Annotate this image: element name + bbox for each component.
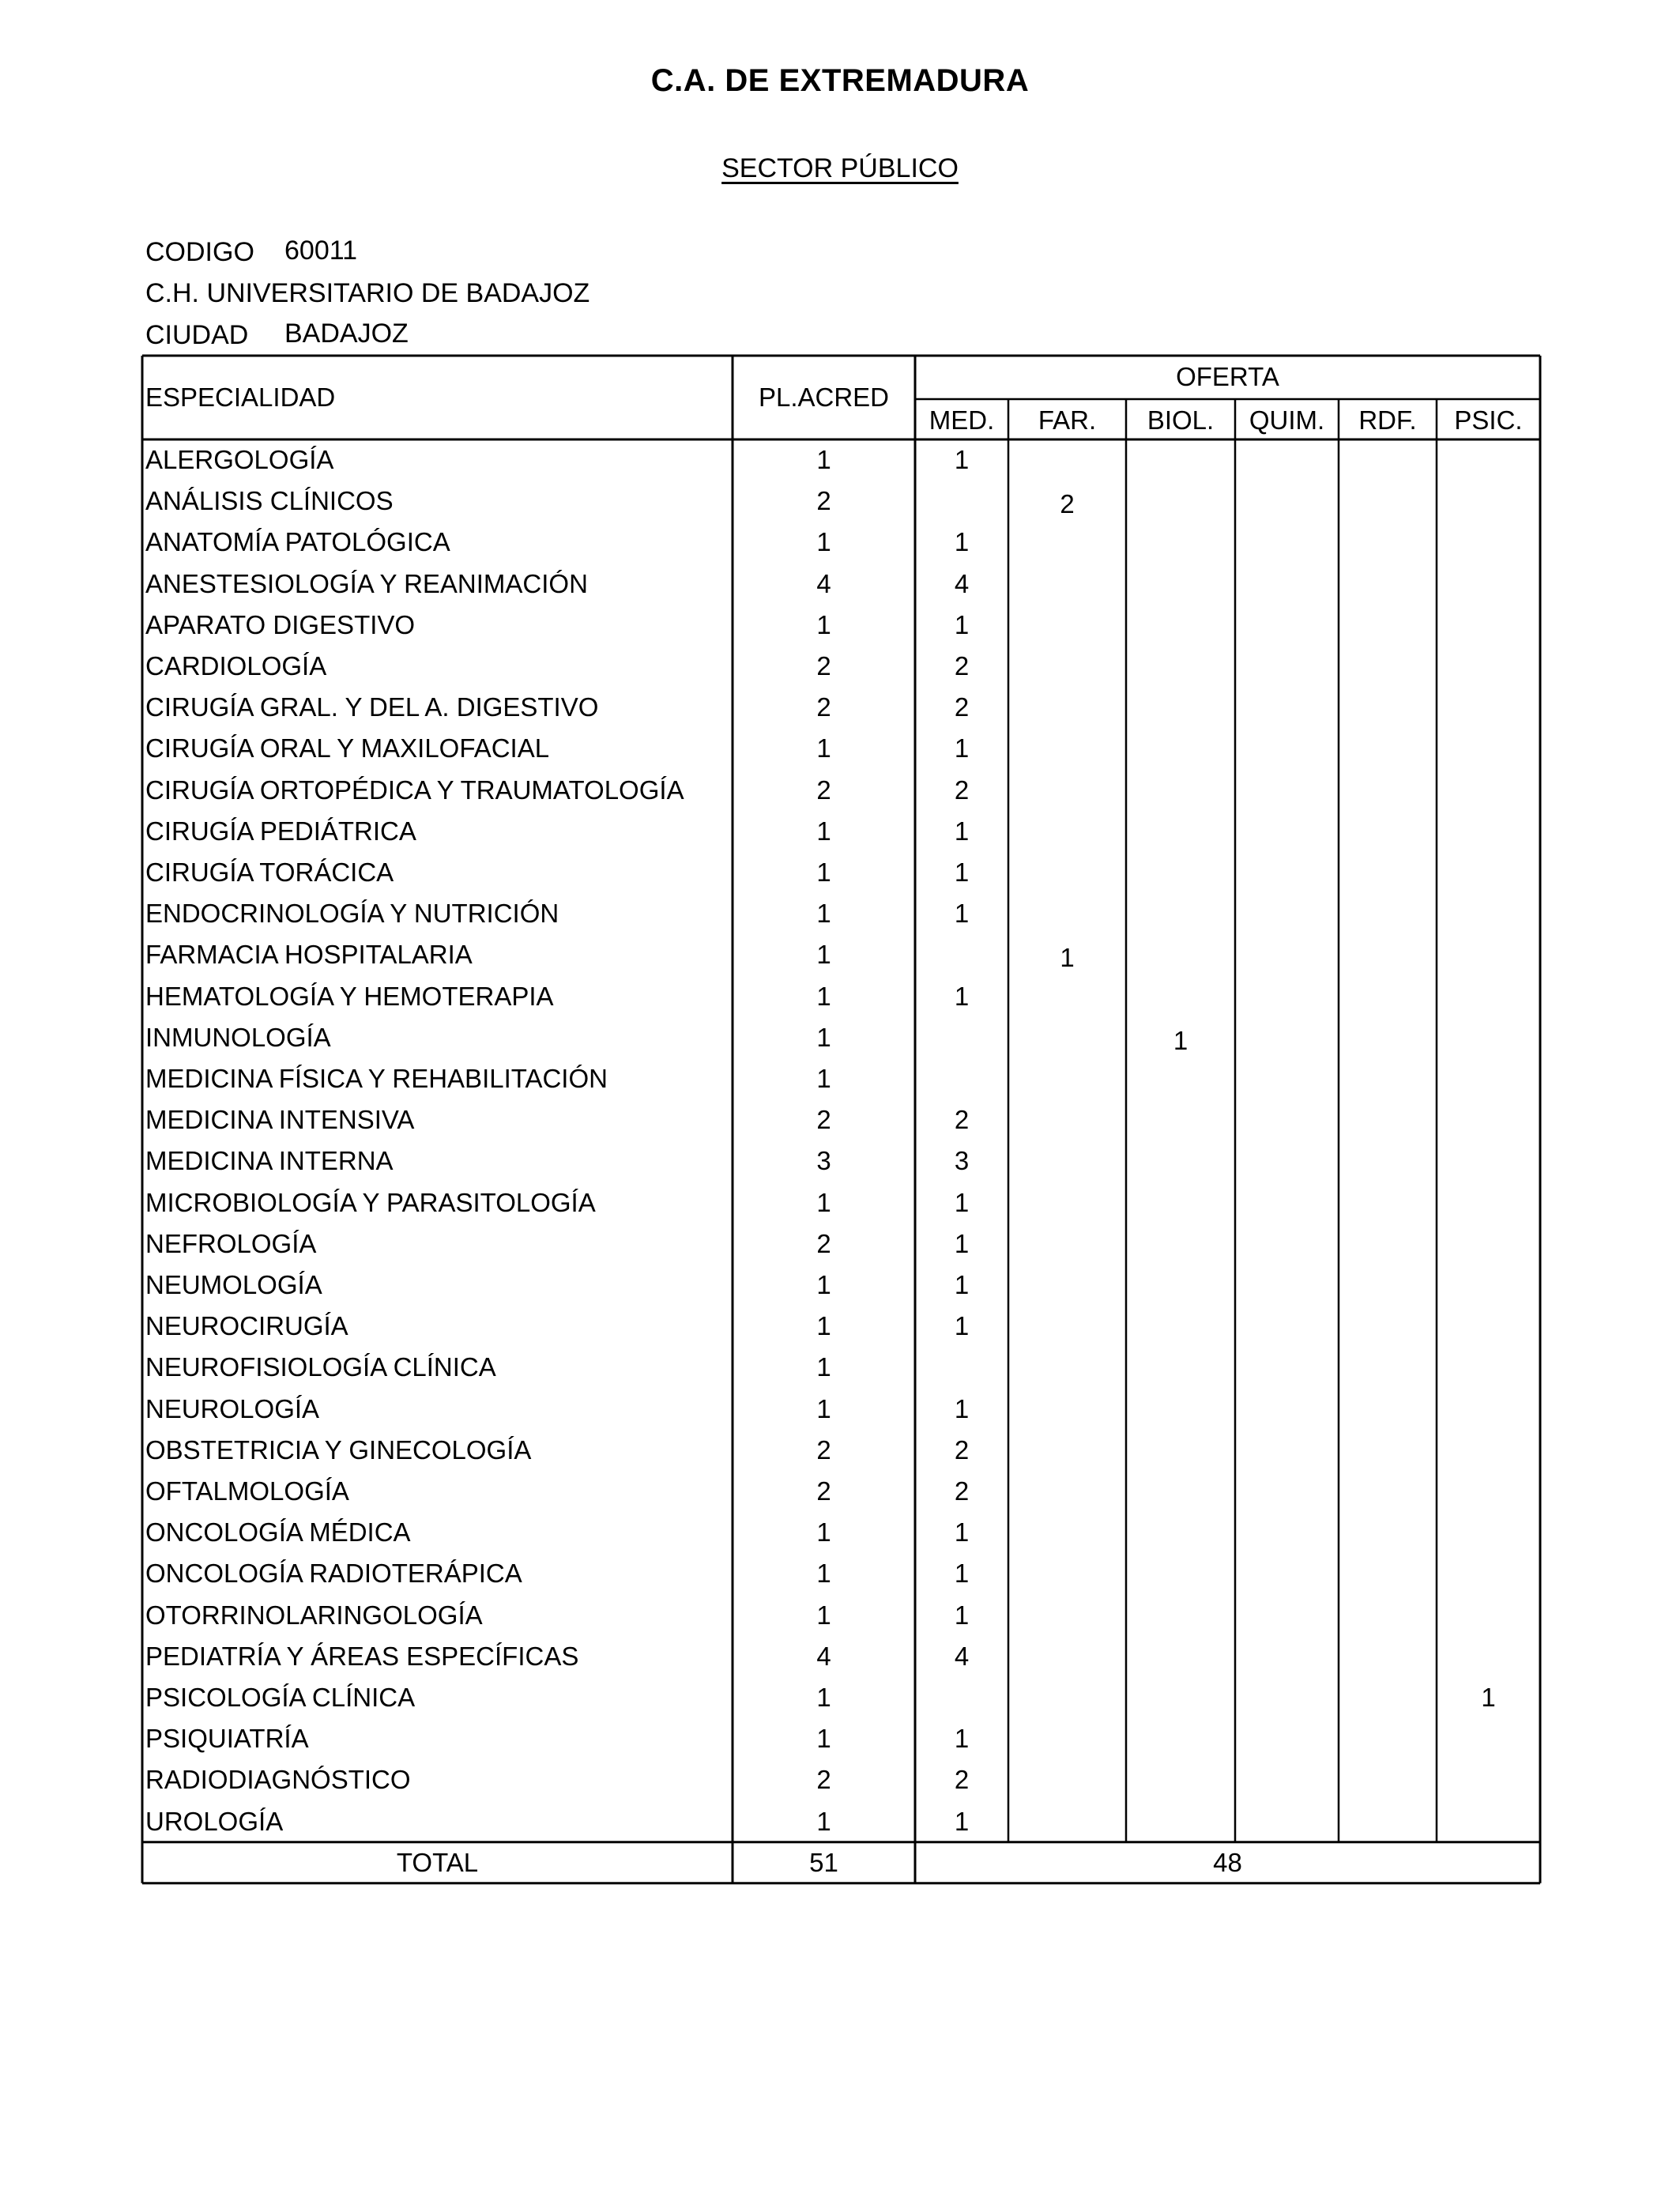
row-med: 1 bbox=[954, 1187, 970, 1217]
row-especialidad: ANÁLISIS CLÍNICOS bbox=[145, 486, 394, 516]
row-med: 1 bbox=[954, 1724, 970, 1754]
row-placred: 1 bbox=[816, 1022, 831, 1052]
row-especialidad: NEUROCIRUGÍA bbox=[145, 1311, 348, 1341]
row-especialidad: CARDIOLOGÍA bbox=[145, 651, 327, 680]
row-med: 2 bbox=[954, 651, 970, 680]
row-placred: 1 bbox=[816, 609, 831, 639]
row-placred: 1 bbox=[816, 1806, 831, 1836]
row-med: 1 bbox=[954, 609, 970, 639]
ciudad-label: CIUDAD bbox=[145, 320, 249, 350]
row-placred: 2 bbox=[816, 775, 831, 805]
subtitle-text: SECTOR PÚBLICO bbox=[721, 153, 959, 183]
row-placred: 1 bbox=[816, 1517, 831, 1547]
row-especialidad: RADIODIAGNÓSTICO bbox=[145, 1765, 411, 1795]
row-placred: 1 bbox=[816, 445, 831, 474]
row-placred: 2 bbox=[816, 1105, 831, 1135]
row-med: 1 bbox=[954, 1517, 970, 1547]
row-especialidad: CIRUGÍA TORÁCICA bbox=[145, 858, 394, 887]
row-med: 1 bbox=[954, 1600, 970, 1630]
row-med: 1 bbox=[954, 1228, 970, 1258]
header-far: FAR. bbox=[1038, 405, 1097, 435]
row-med: 1 bbox=[954, 1806, 970, 1836]
header-placred: PL.ACRED bbox=[758, 383, 890, 412]
row-biol: 1 bbox=[1173, 1025, 1188, 1055]
row-placred: 1 bbox=[816, 527, 831, 557]
row-placred: 1 bbox=[816, 1352, 831, 1382]
row-placred: 1 bbox=[816, 1683, 831, 1712]
row-especialidad: ONCOLOGÍA MÉDICA bbox=[145, 1517, 411, 1547]
row-especialidad: INMUNOLOGÍA bbox=[145, 1022, 331, 1052]
row-placred: 1 bbox=[816, 1064, 831, 1093]
row-especialidad: MICROBIOLOGÍA Y PARASITOLOGÍA bbox=[145, 1187, 596, 1217]
page-title: C.A. DE EXTREMADURA bbox=[650, 63, 1030, 98]
header-med: MED. bbox=[929, 405, 995, 435]
row-med: 1 bbox=[954, 1270, 970, 1299]
row-especialidad: ANATOMÍA PATOLÓGICA bbox=[145, 527, 450, 557]
header-quim: QUIM. bbox=[1249, 405, 1325, 435]
row-med: 1 bbox=[954, 1393, 970, 1423]
row-med: 1 bbox=[954, 1311, 970, 1341]
row-especialidad: NEUROLOGÍA bbox=[145, 1393, 320, 1423]
row-placred: 2 bbox=[816, 1228, 831, 1258]
row-especialidad: MEDICINA INTERNA bbox=[145, 1146, 394, 1176]
row-especialidad: MEDICINA INTENSIVA bbox=[145, 1105, 415, 1135]
row-placred: 1 bbox=[816, 1724, 831, 1754]
total-label: TOTAL bbox=[396, 1847, 479, 1877]
row-especialidad: NEUROFISIOLOGÍA CLÍNICA bbox=[145, 1352, 496, 1382]
row-far: 1 bbox=[1060, 943, 1075, 973]
row-placred: 1 bbox=[816, 1600, 831, 1630]
row-especialidad: OTORRINOLARINGOLOGÍA bbox=[145, 1600, 483, 1630]
row-especialidad: ONCOLOGÍA RADIOTERÁPICA bbox=[145, 1559, 522, 1589]
row-psic: 1 bbox=[1481, 1683, 1496, 1712]
row-med: 2 bbox=[954, 692, 970, 722]
row-far: 2 bbox=[1060, 489, 1075, 519]
row-med: 3 bbox=[954, 1146, 970, 1176]
row-med: 1 bbox=[954, 527, 970, 557]
row-placred: 3 bbox=[816, 1146, 831, 1176]
header-rdf: RDF. bbox=[1358, 405, 1417, 435]
row-especialidad: ENDOCRINOLOGÍA Y NUTRICIÓN bbox=[145, 899, 559, 929]
row-especialidad: ALERGOLOGÍA bbox=[145, 445, 334, 474]
row-especialidad: CIRUGÍA ORTOPÉDICA Y TRAUMATOLOGÍA bbox=[145, 775, 684, 805]
row-placred: 4 bbox=[816, 568, 831, 598]
row-especialidad: UROLOGÍA bbox=[145, 1806, 284, 1836]
row-placred: 1 bbox=[816, 816, 831, 846]
codigo-label: CODIGO bbox=[145, 237, 254, 267]
row-placred: 2 bbox=[816, 1476, 831, 1506]
row-especialidad: APARATO DIGESTIVO bbox=[145, 609, 416, 639]
hospital-name: C.H. UNIVERSITARIO DE BADAJOZ bbox=[145, 278, 590, 308]
row-placred: 2 bbox=[816, 692, 831, 722]
row-especialidad: ANESTESIOLOGÍA Y REANIMACIÓN bbox=[145, 568, 588, 598]
total-placred: 51 bbox=[809, 1847, 838, 1877]
row-med: 1 bbox=[954, 816, 970, 846]
total-oferta: 48 bbox=[1213, 1847, 1242, 1877]
row-placred: 1 bbox=[816, 940, 831, 970]
row-med: 1 bbox=[954, 899, 970, 929]
row-placred: 2 bbox=[816, 651, 831, 680]
row-especialidad: PSIQUIATRÍA bbox=[145, 1724, 309, 1754]
row-med: 1 bbox=[954, 981, 970, 1011]
header-oferta: OFERTA bbox=[1176, 362, 1279, 391]
row-especialidad: OFTALMOLOGÍA bbox=[145, 1476, 349, 1506]
row-placred: 2 bbox=[816, 1765, 831, 1795]
row-placred: 1 bbox=[816, 981, 831, 1011]
header-biol: BIOL. bbox=[1147, 405, 1215, 435]
row-especialidad: NEFROLOGÍA bbox=[145, 1228, 317, 1258]
row-especialidad: NEUMOLOGÍA bbox=[145, 1270, 322, 1299]
row-med: 1 bbox=[954, 733, 970, 763]
row-placred: 4 bbox=[816, 1641, 831, 1671]
row-placred: 2 bbox=[816, 486, 831, 516]
row-med: 2 bbox=[954, 1434, 970, 1465]
row-placred: 2 bbox=[816, 1434, 831, 1465]
codigo-value: 60011 bbox=[284, 236, 358, 266]
row-med: 1 bbox=[954, 1559, 970, 1589]
row-med: 4 bbox=[954, 568, 970, 598]
row-especialidad: MEDICINA FÍSICA Y REHABILITACIÓN bbox=[145, 1064, 608, 1093]
row-especialidad: HEMATOLOGÍA Y HEMOTERAPIA bbox=[145, 981, 554, 1011]
row-med: 2 bbox=[954, 1476, 970, 1506]
ciudad-value: BADAJOZ bbox=[284, 319, 409, 349]
row-especialidad: FARMACIA HOSPITALARIA bbox=[145, 940, 473, 970]
row-placred: 1 bbox=[816, 1311, 831, 1341]
row-especialidad: PEDIATRÍA Y ÁREAS ESPECÍFICAS bbox=[145, 1641, 579, 1671]
row-especialidad: PSICOLOGÍA CLÍNICA bbox=[145, 1683, 416, 1712]
row-placred: 1 bbox=[816, 858, 831, 887]
row-placred: 1 bbox=[816, 899, 831, 929]
header-especialidad: ESPECIALIDAD bbox=[145, 383, 336, 412]
row-placred: 1 bbox=[816, 1187, 831, 1217]
row-especialidad: CIRUGÍA ORAL Y MAXILOFACIAL bbox=[145, 733, 550, 763]
row-especialidad: CIRUGÍA PEDIÁTRICA bbox=[145, 816, 416, 846]
row-med: 2 bbox=[954, 1105, 970, 1135]
row-placred: 1 bbox=[816, 1270, 831, 1299]
row-med: 4 bbox=[954, 1641, 970, 1671]
header-psic: PSIC. bbox=[1454, 405, 1523, 435]
row-med: 1 bbox=[954, 445, 970, 474]
row-med: 1 bbox=[954, 858, 970, 887]
row-med: 2 bbox=[954, 1765, 970, 1795]
row-placred: 1 bbox=[816, 733, 831, 763]
row-especialidad: OBSTETRICIA Y GINECOLOGÍA bbox=[145, 1434, 532, 1465]
row-placred: 1 bbox=[816, 1393, 831, 1423]
row-placred: 1 bbox=[816, 1559, 831, 1589]
row-med: 2 bbox=[954, 775, 970, 805]
row-especialidad: CIRUGÍA GRAL. Y DEL A. DIGESTIVO bbox=[145, 692, 599, 722]
